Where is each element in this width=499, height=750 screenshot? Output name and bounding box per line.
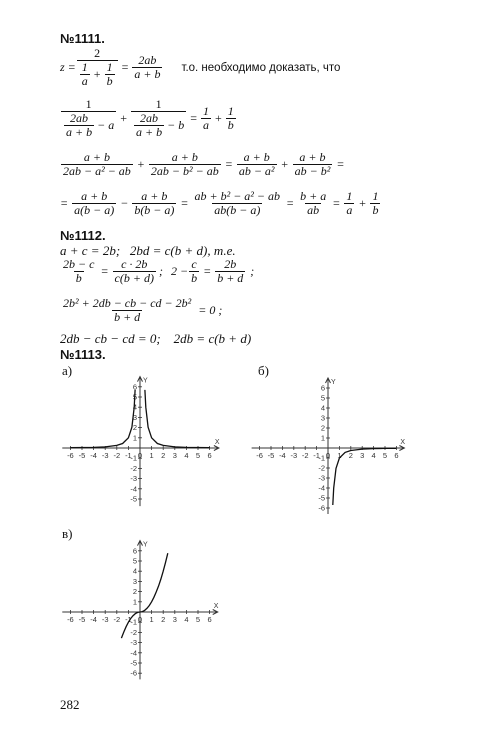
graph-v: [62, 541, 218, 680]
x-tick-label: -2: [301, 451, 309, 460]
x-tick-label: -2: [113, 615, 121, 624]
y-tick-label: 3: [132, 576, 137, 586]
x-tick-label: -6: [67, 615, 74, 624]
function-curve: [145, 390, 210, 448]
minus-sign: −: [120, 196, 129, 210]
y-tick-label: -2: [318, 463, 325, 473]
denominator: ab(b − a): [214, 203, 261, 217]
numerator: 1: [372, 189, 379, 203]
term: − a: [97, 118, 115, 132]
x-axis-label: X: [213, 603, 219, 610]
term: 2 −: [170, 264, 189, 278]
x-tick-label: 0: [137, 615, 143, 624]
y-tick-label: 5: [132, 556, 137, 566]
x-tick-label: -3: [290, 451, 298, 460]
denominator: b: [106, 74, 113, 88]
x-tick-label: -1: [125, 615, 132, 624]
y-tick-label: -4: [130, 648, 137, 658]
equals-sign: =: [286, 196, 295, 210]
y-tick-label: 2: [320, 423, 325, 433]
denominator: a + b: [136, 125, 163, 139]
p1112-line1: a + c = 2b; 2bd = c(b + d), т.е.: [60, 243, 236, 258]
numerator: 2b − c: [63, 257, 95, 271]
graph-a-label: а): [62, 363, 73, 378]
numerator: ab + b² − a² − ab: [194, 189, 281, 203]
numerator: a + b: [171, 150, 198, 164]
y-tick-label: -1: [318, 453, 325, 463]
y-tick-label: -3: [318, 473, 325, 483]
y-tick-label: -6: [130, 668, 137, 678]
y-tick-label: -2: [130, 463, 137, 473]
x-tick-label: 6: [394, 451, 399, 460]
problem-1113-title: №1113.: [60, 347, 106, 362]
denominator: ab − a²: [238, 164, 275, 178]
p1112-line4: 2db − cb − cd = 0; 2db = c(b + d): [60, 331, 252, 346]
denominator: b + d: [217, 271, 244, 285]
x-tick-label: -4: [90, 451, 97, 460]
numerator: c: [191, 257, 197, 271]
y-tick-label: 6: [320, 383, 325, 393]
function-curve: [70, 390, 135, 448]
x-tick-label: 1: [149, 615, 154, 624]
denominator: ab − b²: [294, 164, 331, 178]
y-tick-label: 4: [320, 403, 325, 413]
y-tick-label: 3: [132, 412, 137, 422]
numerator: 2b: [224, 257, 237, 271]
graph-b-label: б): [258, 363, 269, 378]
numerator: c · 2b: [121, 257, 148, 271]
function-curve: [121, 553, 167, 638]
denominator: b + d: [114, 310, 141, 324]
numerator: 1: [81, 60, 88, 74]
x-tick-label: -6: [256, 451, 263, 460]
x-tick-label: -4: [279, 451, 286, 460]
numerator: a + b: [83, 150, 110, 164]
y-tick-label: -2: [130, 627, 137, 637]
x-tick-label: -5: [267, 451, 275, 460]
separator: ;: [158, 264, 163, 278]
x-tick-label: 5: [195, 451, 201, 460]
equals-sign: =: [336, 157, 345, 171]
numerator: 2ab: [70, 111, 89, 125]
y-tick-label: -5: [130, 494, 137, 504]
denominator: c(b + d): [114, 271, 154, 285]
denominator: a: [203, 118, 209, 132]
y-tick-label: 1: [132, 433, 137, 443]
graph-a: [62, 377, 220, 507]
equals-sign: =: [203, 264, 212, 278]
x-tick-label: 2: [348, 451, 353, 460]
y-tick-label: 4: [132, 566, 137, 576]
y-tick-label: -6: [318, 503, 325, 513]
plus-sign: +: [136, 157, 145, 171]
x-tick-label: 5: [195, 615, 201, 624]
equals-sign: =: [224, 157, 233, 171]
x-tick-label: 4: [184, 615, 189, 624]
denominator: b(b − a): [134, 203, 175, 217]
graph-b: [252, 378, 406, 514]
numerator: 2ab: [140, 111, 159, 125]
x-tick-label: 3: [172, 615, 177, 624]
numerator: a + b: [141, 189, 168, 203]
x-tick-label: 2: [161, 451, 166, 460]
y-tick-label: 5: [132, 392, 137, 402]
y-tick-label: 5: [320, 393, 325, 403]
plus-sign: +: [120, 111, 127, 125]
numerator: 1: [85, 97, 92, 111]
numerator: 1: [346, 189, 353, 203]
y-tick-label: 3: [320, 413, 325, 423]
plus-sign: +: [215, 111, 222, 125]
x-tick-label: -3: [101, 451, 109, 460]
x-tick-label: -1: [313, 451, 320, 460]
denominator: b: [227, 118, 234, 132]
denominator: b: [191, 271, 198, 285]
x-tick-label: 4: [371, 451, 376, 460]
y-tick-label: -5: [318, 493, 325, 503]
y-tick-label: -4: [318, 483, 325, 493]
denominator: b: [372, 203, 379, 217]
denominator: 2ab − a² − ab: [63, 164, 131, 178]
plus-sign: +: [93, 67, 101, 81]
x-axis-label: X: [214, 439, 220, 446]
numerator: a + b: [81, 189, 108, 203]
numerator: 1: [227, 104, 234, 118]
y-tick-label: 4: [132, 402, 137, 412]
y-tick-label: -1: [130, 453, 137, 463]
x-tick-label: 2: [161, 615, 166, 624]
numerator: 1: [155, 97, 162, 111]
problem-1111-title: №1111.: [60, 31, 105, 46]
x-tick-label: -1: [125, 451, 132, 460]
numerator: a + b: [299, 150, 326, 164]
y-tick-label: -3: [130, 638, 137, 648]
y-tick-label: -1: [130, 617, 137, 627]
y-tick-label: 6: [132, 382, 137, 392]
proof-note: т.о. необходимо доказать, что: [181, 61, 341, 74]
x-tick-label: 3: [172, 451, 177, 460]
x-tick-label: 0: [325, 451, 331, 460]
separator: ;: [250, 264, 255, 278]
y-axis-label: Y: [143, 377, 148, 385]
x-tick-label: 6: [207, 451, 212, 460]
x-tick-label: 4: [184, 451, 189, 460]
x-tick-label: -4: [90, 615, 97, 624]
x-tick-label: 1: [149, 451, 154, 460]
equals-sign: =: [190, 111, 197, 125]
y-tick-label: 1: [320, 433, 325, 443]
denominator: ab: [307, 203, 320, 217]
denominator: a: [346, 203, 353, 217]
x-tick-label: 0: [137, 451, 143, 460]
x-tick-label: -2: [113, 451, 121, 460]
y-tick-label: -3: [130, 474, 137, 484]
equals-sign: =: [100, 264, 109, 278]
z-lhs: z =: [60, 60, 76, 74]
numerator: a + b: [243, 150, 270, 164]
y-tick-label: -5: [130, 658, 137, 668]
denominator: b: [75, 271, 82, 285]
numerator: 2: [94, 46, 101, 60]
denominator: a + b: [134, 67, 161, 81]
page-number: 282: [60, 697, 80, 712]
x-tick-label: 1: [337, 451, 342, 460]
equals-sign: =: [121, 60, 129, 74]
y-axis-label: Y: [331, 379, 336, 386]
denominator: a(b − a): [74, 203, 115, 217]
denominator: a + b: [66, 125, 93, 139]
x-tick-label: -5: [78, 451, 86, 460]
y-tick-label: 2: [132, 587, 137, 597]
equals-sign: =: [180, 196, 189, 210]
equals-sign: =: [60, 196, 69, 210]
y-tick-label: 2: [132, 423, 137, 433]
y-axis-label: Y: [143, 541, 148, 549]
x-tick-label: -3: [101, 615, 109, 624]
numerator: b + a: [300, 189, 327, 203]
numerator: 1: [203, 104, 209, 118]
x-tick-label: 3: [360, 451, 365, 460]
x-tick-label: 5: [382, 451, 388, 460]
denominator: a: [81, 74, 88, 88]
y-tick-label: -4: [130, 484, 137, 494]
numerator: 2b² + 2db − cb − cd − 2b²: [63, 296, 192, 310]
equation-tail: = 0 ;: [198, 303, 223, 317]
denominator: 2ab − b² − ab: [150, 164, 219, 178]
equals-sign: =: [332, 196, 341, 210]
x-axis-label: X: [400, 439, 406, 446]
graph-v-label: в): [62, 526, 73, 541]
numerator: 2ab: [138, 53, 157, 67]
y-tick-label: 6: [132, 546, 137, 556]
y-tick-label: 1: [132, 597, 137, 607]
x-tick-label: 6: [207, 615, 212, 624]
plus-sign: +: [280, 157, 289, 171]
problem-1112-title: №1112.: [60, 228, 106, 243]
plus-sign: +: [358, 196, 367, 210]
x-tick-label: -6: [67, 451, 74, 460]
numerator: 1: [106, 60, 113, 74]
term: − b: [167, 118, 185, 132]
x-tick-label: -5: [78, 615, 86, 624]
